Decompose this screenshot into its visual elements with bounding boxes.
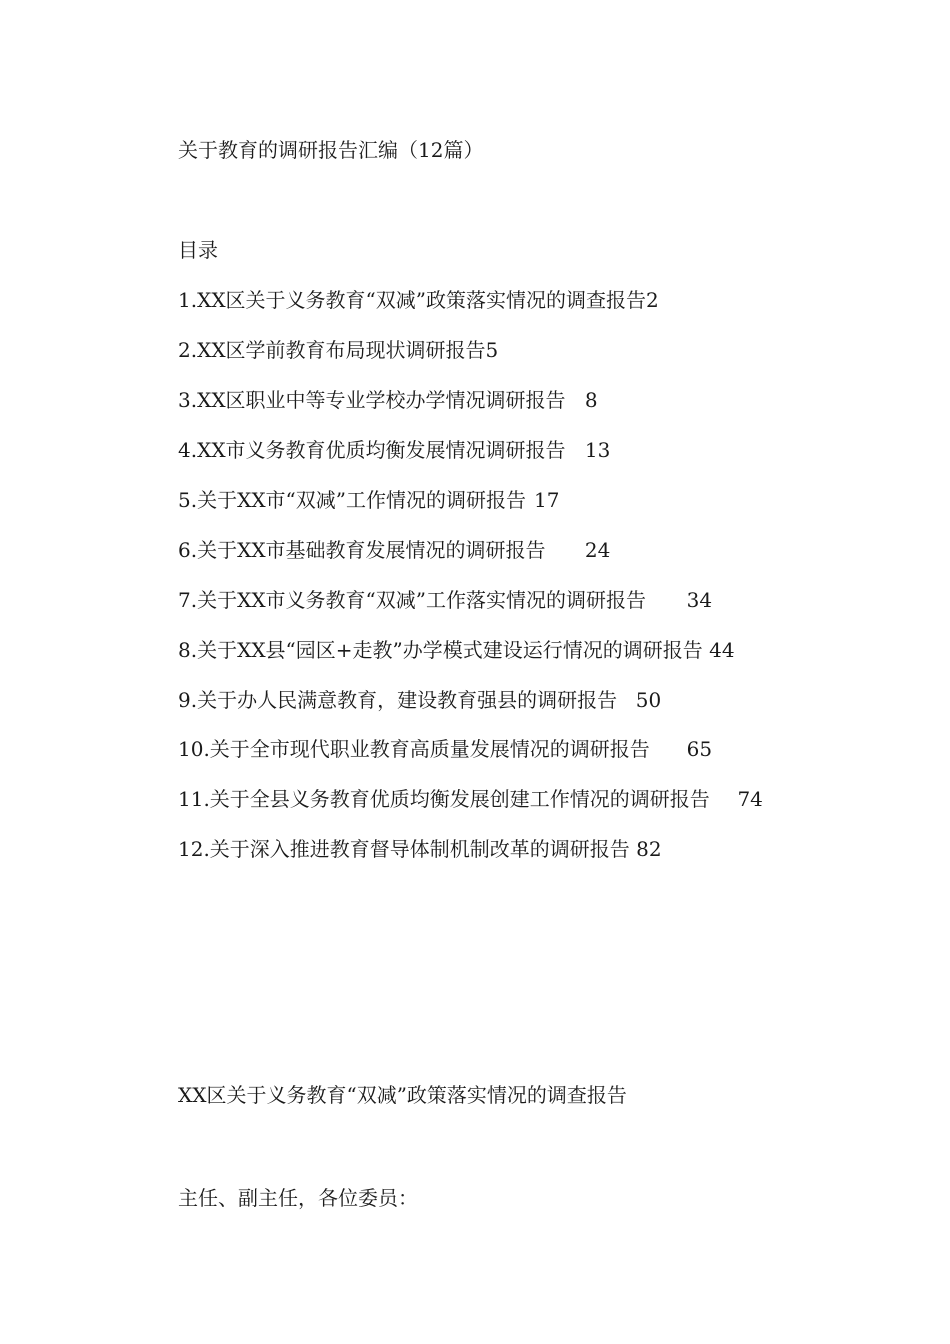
toc-item: 2.XX区学前教育布局现状调研报告5 bbox=[178, 338, 499, 362]
toc-item: 7.关于XX市义务教育“双减”工作落实情况的调研报告 34 bbox=[178, 588, 713, 612]
toc-item: 6.关于XX市基础教育发展情况的调研报告 24 bbox=[178, 538, 611, 562]
toc-heading: 目录 bbox=[178, 238, 218, 262]
salutation: 主任、副主任，各位委员： bbox=[178, 1186, 418, 1210]
toc-item: 5.关于XX市“双减”工作情况的调研报告 17 bbox=[178, 488, 560, 512]
document-title: 关于教育的调研报告汇编（12篇） bbox=[178, 138, 484, 162]
toc-item: 8.关于XX县“园区+走教”办学模式建设运行情况的调研报告 44 bbox=[178, 638, 735, 662]
toc-item: 1.XX区关于义务教育“双减”政策落实情况的调查报告2 bbox=[178, 288, 659, 312]
toc-item: 11.关于全县义务教育优质均衡发展创建工作情况的调研报告 74 bbox=[178, 787, 763, 811]
toc-item: 10.关于全市现代职业教育高质量发展情况的调研报告 65 bbox=[178, 737, 713, 761]
toc-item: 12.关于深入推进教育督导体制机制改革的调研报告 82 bbox=[178, 837, 662, 861]
toc-item: 4.XX市义务教育优质均衡发展情况调研报告 13 bbox=[178, 438, 611, 462]
section-title: XX区关于义务教育“双减”政策落实情况的调查报告 bbox=[178, 1083, 627, 1107]
toc-item: 9.关于办人民满意教育，建设教育强县的调研报告 50 bbox=[178, 688, 662, 712]
toc-item: 3.XX区职业中等专业学校办学情况调研报告 8 bbox=[178, 388, 598, 412]
